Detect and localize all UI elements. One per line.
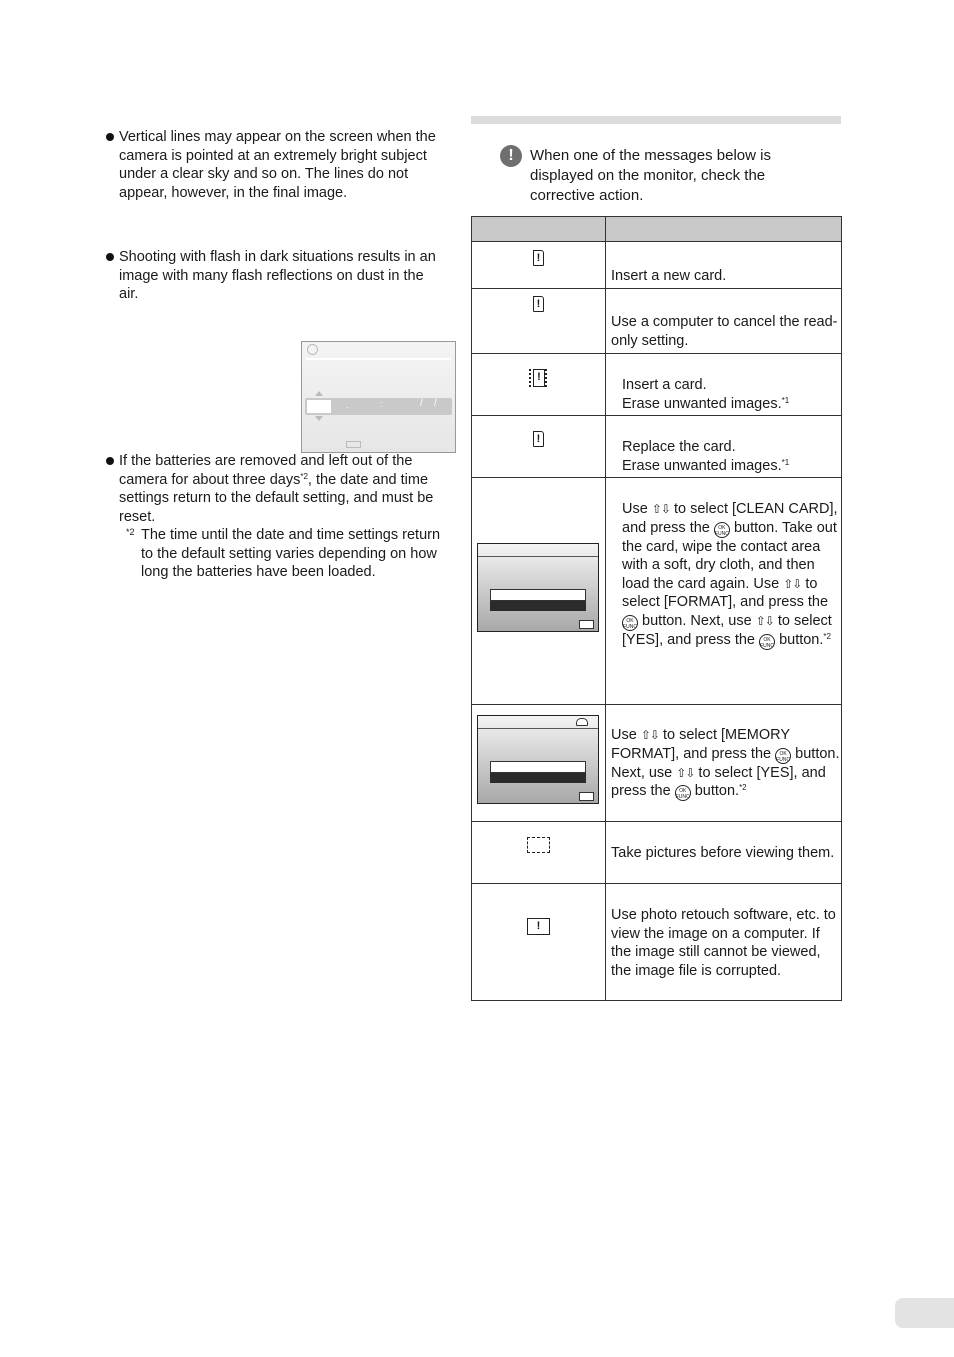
table-row bbox=[472, 822, 842, 884]
action-text-part: to select [MEMORY FORMAT], and press the bbox=[611, 727, 790, 762]
action-text-part: button. bbox=[694, 783, 740, 799]
action-text-part: Erase unwanted images. bbox=[622, 395, 782, 412]
table-row bbox=[472, 884, 842, 1001]
footnote-text: The time until the date and time settings return to the default setting varies depending on how long the batteries have been loaded. bbox=[141, 527, 441, 580]
action-text-part: to select [YES], and press the bbox=[611, 764, 826, 799]
up-down-arrow-icon: ⇧⇩ bbox=[755, 613, 774, 628]
action-text-part: button. bbox=[779, 631, 824, 648]
bullet-dot bbox=[106, 253, 114, 261]
write-protect-icon: ! bbox=[533, 296, 544, 312]
error-message-table bbox=[471, 216, 842, 1001]
bullet-text-part: , the date and time settings return to the default setting, and must be reset. bbox=[119, 471, 434, 525]
format-option bbox=[490, 773, 586, 783]
clock-screen-illustration bbox=[301, 341, 456, 453]
clock-separator: . bbox=[346, 400, 349, 410]
memory-full-icon bbox=[529, 369, 547, 387]
clean-card-option bbox=[490, 589, 586, 601]
internal-memory-icon bbox=[576, 718, 588, 726]
bullet-dot bbox=[106, 457, 114, 465]
bullet-text: Shooting with flash in dark situations results in an image with many flash reflections on dust in the air. bbox=[119, 249, 436, 302]
screen-divider bbox=[306, 358, 451, 360]
intro-text: When one of the messages below is displayed on the monitor, check the corrective action. bbox=[530, 147, 771, 204]
battery-icon bbox=[579, 792, 594, 801]
down-arrow-icon bbox=[315, 416, 323, 421]
format-option bbox=[490, 601, 586, 611]
footnote-ref: *1 bbox=[781, 457, 790, 467]
ok-func-button-icon: OK FUNC bbox=[714, 522, 730, 538]
bullet-text bbox=[119, 452, 446, 526]
clock-separator: : bbox=[380, 399, 383, 409]
action-text: Take pictures before viewing them. bbox=[611, 845, 835, 861]
table-row bbox=[472, 705, 842, 822]
table-row bbox=[472, 242, 842, 289]
action-text-part: Use bbox=[753, 575, 780, 592]
clock-icon bbox=[307, 344, 318, 355]
up-down-arrow-icon: ⇧⇩ bbox=[651, 502, 670, 516]
date-time-selection bbox=[307, 400, 331, 413]
bullet-text-part: If the batteries are removed and left out of the camera for about three days bbox=[119, 453, 413, 488]
ok-func-button-icon: OK FUNC bbox=[759, 634, 775, 650]
action-text-part: Use bbox=[611, 727, 637, 743]
card-error-icon: ! bbox=[533, 250, 544, 266]
bullet-text: Vertical lines may appear on the screen when the camera is pointed at an extremely bright subject under a clear sky and so on. The lines do not appear, however, in the final image. bbox=[119, 129, 436, 201]
action-text-part: Use bbox=[622, 501, 648, 517]
bullet-batteries bbox=[106, 452, 446, 526]
clock-separator: / bbox=[434, 398, 437, 409]
action-text: Insert a card. bbox=[622, 377, 707, 393]
ok-func-button-icon: OK FUNC bbox=[622, 615, 638, 631]
table-row bbox=[472, 478, 842, 705]
footnote-ref: *1 bbox=[781, 395, 790, 405]
table-row bbox=[472, 354, 842, 416]
section-header-bar bbox=[471, 116, 841, 124]
action-text-part: to select [YES], and press the bbox=[622, 612, 832, 648]
action-text: Replace the card. bbox=[622, 439, 736, 455]
no-picture-icon bbox=[527, 837, 550, 853]
action-text-part: button. Next, use bbox=[611, 745, 840, 781]
bullet-vertical-lines bbox=[106, 128, 446, 202]
bullet-dot bbox=[106, 133, 114, 141]
bullet-flash-dust bbox=[106, 248, 446, 304]
action-text-part: Erase unwanted images. bbox=[622, 457, 782, 474]
action-text-part: to select [FORMAT], and press the bbox=[622, 575, 829, 610]
action-text: Use photo retouch software, etc. to view the image on a computer. If the image still cannot be viewed, the image file is corrupted. bbox=[611, 907, 836, 979]
header-cell-message bbox=[472, 217, 606, 242]
memory-setup-screen bbox=[477, 715, 599, 804]
screen-divider bbox=[478, 556, 598, 557]
up-down-arrow-icon: ⇧⇩ bbox=[783, 576, 802, 591]
action-text: Insert a new card. bbox=[611, 268, 727, 284]
battery-icon bbox=[579, 620, 594, 629]
screen-divider bbox=[478, 728, 598, 729]
card-setup-screen bbox=[477, 543, 599, 632]
footnote-mark: *2 bbox=[126, 527, 135, 537]
card-full-icon: ! bbox=[533, 431, 544, 447]
picture-error-icon: ! bbox=[527, 918, 550, 935]
action-text bbox=[622, 457, 841, 476]
action-text bbox=[622, 395, 841, 414]
memory-format-option bbox=[490, 761, 586, 773]
footnote-ref: *2 bbox=[823, 631, 831, 641]
table-row bbox=[472, 289, 842, 354]
header-cell-action bbox=[606, 217, 842, 242]
ok-func-button-icon: OK FUNC bbox=[775, 748, 791, 764]
action-text-part: button. Take out the card, wipe the contact area with a soft, dry cloth, and then load the card again. bbox=[622, 519, 837, 592]
ok-func-button-icon: OK FUNC bbox=[675, 785, 691, 801]
caution-icon: ! bbox=[500, 145, 522, 167]
up-down-arrow-icon: ⇧⇩ bbox=[640, 728, 659, 742]
action-text-part: button. Next, use bbox=[642, 612, 752, 629]
action-text bbox=[622, 500, 841, 650]
up-arrow-icon bbox=[315, 391, 323, 396]
memory-icon-inner: ! bbox=[533, 369, 545, 387]
footnote-ref: *2 bbox=[300, 471, 308, 481]
action-text: Use a computer to cancel the read-only setting. bbox=[611, 314, 838, 349]
table-header-row bbox=[472, 217, 842, 242]
ok-button-hint-icon bbox=[346, 441, 361, 448]
up-down-arrow-icon: ⇧⇩ bbox=[676, 765, 695, 780]
footnote-ref: *2 bbox=[739, 783, 747, 792]
action-text-part: to select [CLEAN CARD], and press the bbox=[622, 501, 838, 536]
page-number-tab bbox=[895, 1298, 954, 1328]
clock-separator: / bbox=[420, 398, 423, 409]
action-text bbox=[611, 726, 841, 801]
table-row bbox=[472, 416, 842, 478]
